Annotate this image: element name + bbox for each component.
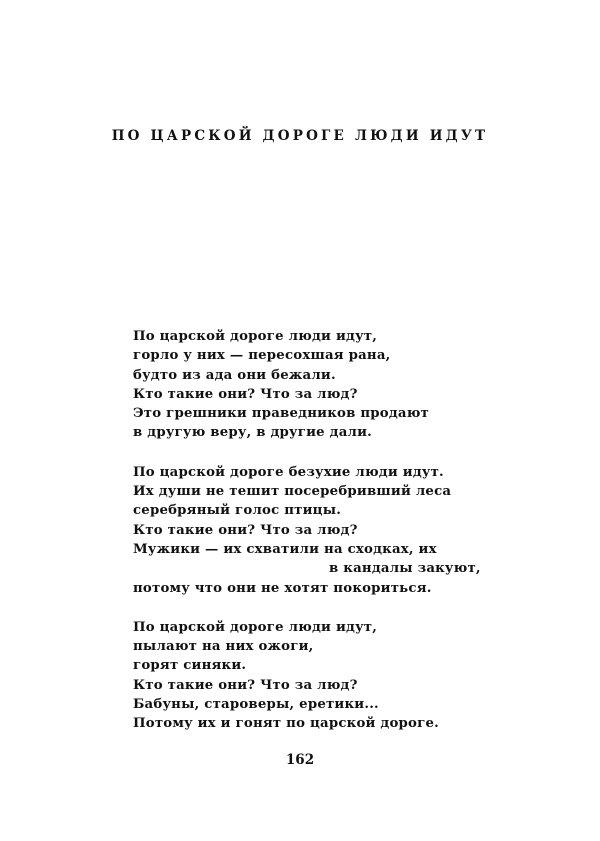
poem-line-indented: в кандалы закуют, — [329, 561, 481, 577]
poem-line: в другую веру, в другие дали. — [133, 425, 373, 441]
poem-title: ПО ЦАРСКОЙ ДОРОГЕ ЛЮДИ ИДУТ — [111, 128, 489, 144]
page-number: 162 — [285, 752, 315, 768]
poem-line: горло у них — пересохшая рана, — [133, 348, 391, 364]
poem-line: Кто такие они? Что за люд? — [133, 522, 358, 538]
poem-line: Их души не тешит посеребривший леса — [133, 484, 452, 500]
stanza-3 — [133, 618, 513, 734]
poem-line: пылают на них ожоги, — [133, 639, 314, 655]
poem-body — [133, 327, 513, 734]
poem-line: горят синяки. — [133, 658, 247, 674]
poem-line: По царской дороге люди идут, — [133, 329, 378, 344]
poem-line: Потому их и гонят по царской дороге. — [133, 716, 439, 732]
poem-line: Бабуны, староверы, еретики... — [133, 697, 379, 713]
stanza-1 — [133, 327, 513, 443]
poem-line: По царской дороге безухие люди идут. — [133, 464, 444, 480]
poem-line: Кто такие они? Что за люд? — [133, 386, 358, 402]
poem-line: будто из ада они бежали. — [133, 367, 336, 383]
stanza-2 — [133, 463, 513, 598]
poem-line: Кто такие они? Что за люд? — [133, 677, 358, 693]
poem-line: Это грешники праведников продают — [133, 406, 429, 422]
poem-line: По царской дороге люди идут, — [133, 619, 378, 635]
poem-line: серебряный голос птицы. — [133, 503, 342, 519]
poem-line: Мужики — их схватили на сходках, их — [133, 541, 437, 557]
poem-line: потому что они не хотят покориться. — [133, 580, 432, 596]
